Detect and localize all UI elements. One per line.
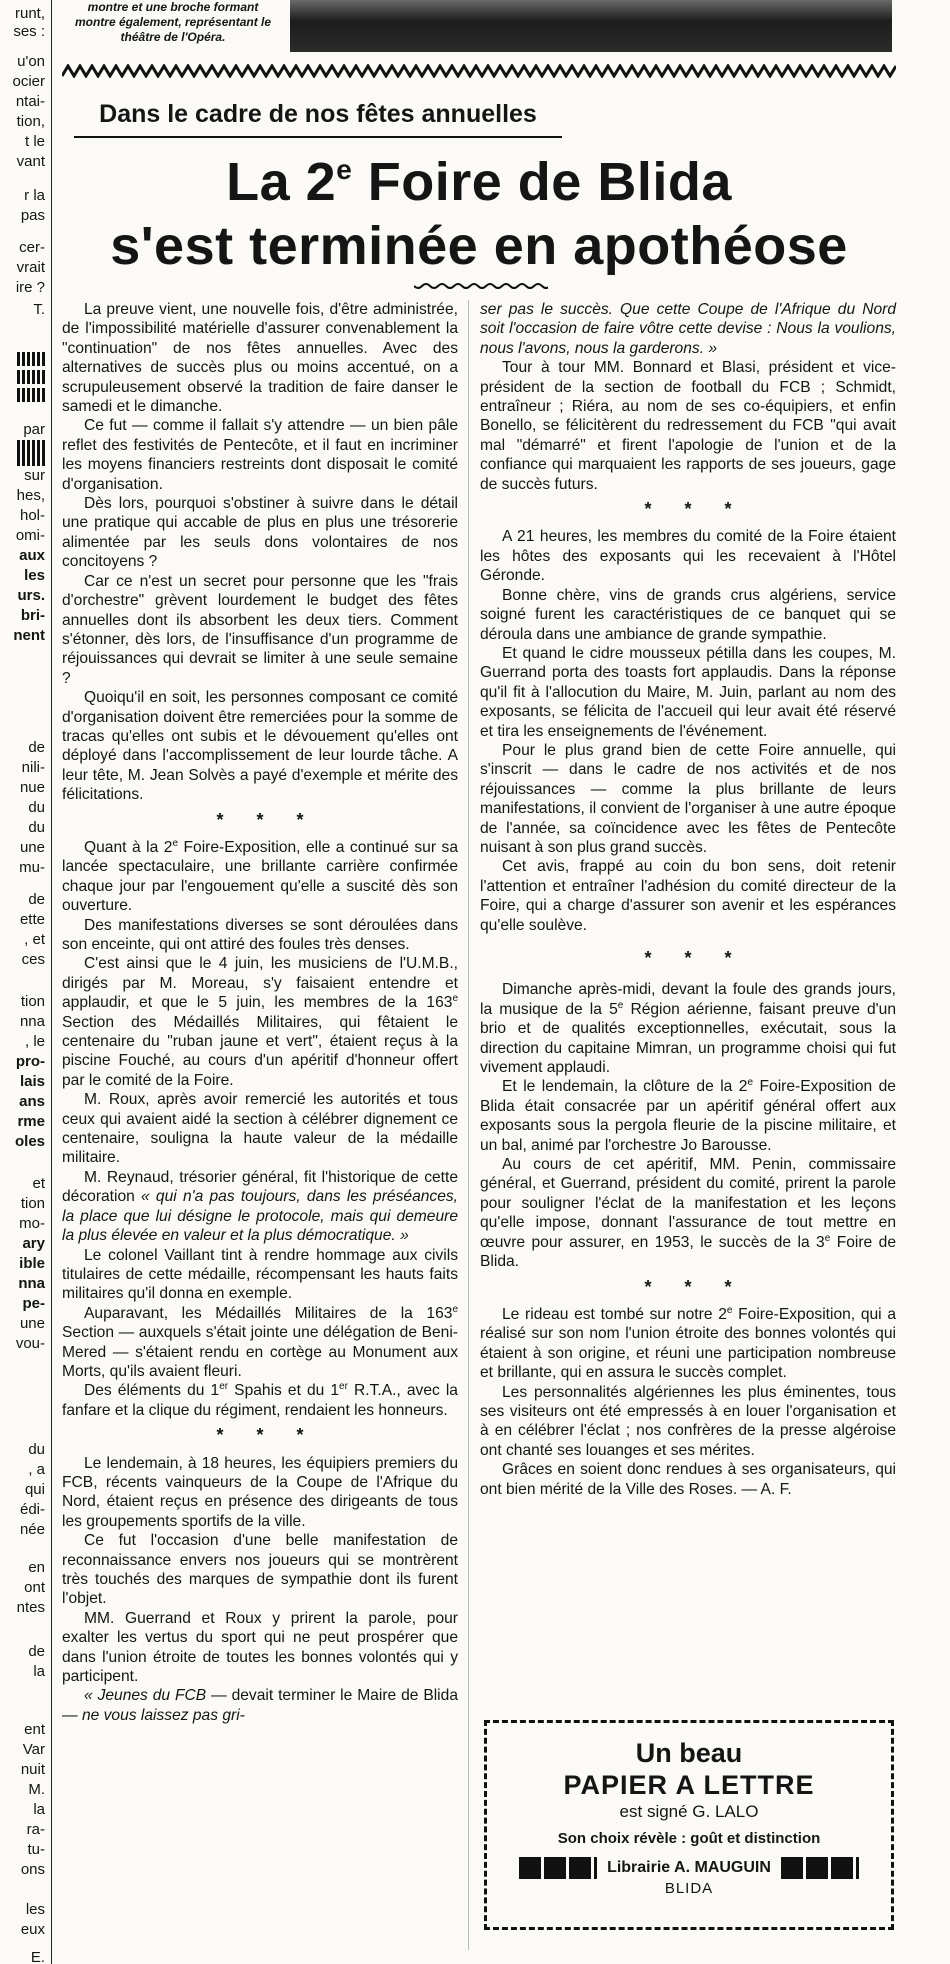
paragraph: Dimanche après-midi, devant la foule des grands jours, la musique de la 5e Région aérienne, faisant preuve d'un brio et de qualités exceptionnelles, exécutait, sous la direction du capitaine Mimran, un programme choisi qui fut vivement applaudi. [480,981,897,1077]
ad-line-2: PAPIER A LETTRE [563,1770,815,1800]
margin-fragment: omi- [15,527,45,544]
margin-fragment: pas [20,207,45,224]
margin-fragment: pro- [15,1053,45,1070]
margin-fragment: ons [20,1861,45,1878]
paragraph: Au cours de cet apéritif, MM. Penin, commissaire général, et Guerrand, président du comité, prirent la parole pour souligner l'éclat de la manifestation et les leçons qu'elle impose, donnant l'assurance de tout mettre en œuvre pour assurer, en 1953, le succès de la 3e Foire de Blida. [480,1156,896,1271]
margin-fragment: ra- [26,1821,45,1838]
paragraph: ser pas le succès. Que cette Coupe de l'Afrique du Nord soit l'occasion de faire vôtre cette devise : Nous la voulions, nous l'avons, nous la garderons. » [480,301,896,357]
margin-fragment: urs. [17,587,45,604]
paragraph: Cet avis, frappé au coin du bon sens, doit retenir l'attention et entraîner l'adhésion du comité directeur de la Foire, qui a charge d'assurer son avenir et les espérances qu'elle soulève. [480,858,896,934]
paragraph: Et quand le cidre mousseux pétilla dans les coupes, M. Guerrand porta des toasts fort applaudis. Dans la réponse qu'il fit à l'allocution du Maire, M. Juin, parlant au nom des exposants, se félicita de l'accueil qui leur avait été réservé et tira les enseignements de l'événement. [480,644,896,740]
section-separator: * * * [644,948,746,968]
margin-fragment: les [24,567,45,584]
paragraph: Ce fut — comme il fallait s'y attendre — un bien pâle reflet des festivités de Pentecôte, et il faut en incriminer les moyens financiers restreints dont disposait le comité d'organisation. [62,417,458,493]
margin-fragment: la [33,1801,45,1818]
paragraph: « Jeunes du FCB — devait terminer le Maire de Blida — ne vous laissez pas gri- [62,1687,458,1724]
margin-fragment: cer- [19,239,45,256]
margin-fragment: mu- [19,859,45,876]
margin-fragment: T. [33,301,45,318]
paragraph: Car ce n'est un secret pour personne que les "frais d'orchestre" grèvent lourdement le budget des fêtes annuelles dont ils absorbent les deux tiers. Comment s'étonner, dès lors, de l'insuffisance d'un programme de réjouissances qui devrait se limiter à une seule semaine ? [62,572,458,687]
margin-fragment: E. [30,1949,45,1964]
margin-fragment: édi- [19,1501,45,1518]
margin-bar [17,388,47,402]
photo-fragment [290,0,892,52]
headline [62,150,896,278]
advertisement-box [484,1720,894,1930]
column-rule [468,300,469,1950]
margin-fragment: ocier [12,73,45,90]
margin-fragment: vrait [16,259,45,276]
margin-fragment: bri- [20,607,45,624]
cropped-left-column [0,0,52,1964]
margin-fragment: tion, [16,113,45,130]
margin-fragment: vou- [15,1335,45,1352]
margin-fragment: et [32,1175,45,1192]
margin-fragment: nue [19,779,45,796]
article-column-right [480,300,896,1499]
margin-fragment: qui [24,1481,45,1498]
margin-fragment: hol- [19,507,45,524]
margin-fragment: t le [24,133,45,150]
paragraph: Bonne chère, vins de grands crus algériens, service soigné furent les caractéristiques de ce banquet qui se déroula dans une ambiance de grande sympathie. [480,586,896,643]
margin-fragment: tion [20,1195,45,1212]
margin-fragment: nna [19,1013,45,1030]
margin-fragment: tion [20,993,45,1010]
paragraph: A 21 heures, les membres du comité de la Foire étaient les hôtes des exposants qui les recevaient à l'Hôtel Géronde. [480,528,896,585]
margin-fragment: de [28,739,45,756]
decorative-block [781,1857,859,1879]
margin-fragment: une [19,839,45,856]
margin-fragment: ans [19,1093,45,1110]
wavy-ornament [414,282,548,290]
margin-fragment: du [28,799,45,816]
kicker-heading: Dans le cadre de nos fêtes annuelles [74,96,562,138]
margin-fragment: , a [28,1461,45,1478]
margin-fragment: aux [19,547,45,564]
margin-fragment: née [19,1521,45,1538]
margin-fragment: , le [24,1033,45,1050]
margin-fragment: Var [22,1741,45,1758]
margin-fragment: rme [17,1113,45,1130]
paragraph: La preuve vient, une nouvelle fois, d'être administrée, de l'impossibilité matérielle d'assurer convenablement la "continuation" de nos fêtes annuelles. Avec des alternatives de succès plus ou moins accentué, on a scrupuleusement observé la tradition de faire danser le samedi et le dimanche. [62,301,458,416]
margin-fragment: nili- [21,759,45,776]
margin-fragment: ntai- [15,93,45,110]
margin-fragment: ses : [13,23,45,40]
margin-fragment: ont [24,1579,45,1596]
paragraph: Pour le plus grand bien de cette Foire annuelle, qui s'inscrit — dans le cadre de nos activités et de nos réjouissances — comme la plus brillante de leurs manifestations, il convient de l'organiser à une autre époque de l'année, sa coïncidence avec les fêtes de Pentecôte nuisant à son plus grand succès. [480,741,896,856]
paragraph: Le lendemain, à 18 heures, les équipiers premiers du FCB, récents vainqueurs de la Coupe de l'Afrique du Nord, étaient reçus en présence des dirigeants de tous les groupements sportifs de la ville. [62,1454,458,1530]
margin-fragment: du [28,819,45,836]
paragraph: Des manifestations diverses se sont déroulées dans son enceinte, qui ont attiré des foules très denses. [62,916,458,953]
margin-fragment: en [28,1559,45,1576]
paragraph: Et le lendemain, la clôture de la 2e Foire-Exposition de Blida était consacrée par un apéritif général offert aux exposants sous la pergola fleurie de la piscine militaire, et un bal, animé par l'orchestre Jo Barousse. [480,1077,896,1154]
margin-fragment: de [28,891,45,908]
ad-shop-row [487,1857,891,1879]
margin-fragment: runt, [14,5,45,22]
ad-line-1: Un beau [635,1738,743,1768]
section-separator: * * * [216,1425,318,1446]
paragraph: Quant à la 2e Foire-Exposition, elle a continué sur sa lancée spectaculaire, une brillante carrière confirmée chaque jour par l'engouement qu'elle a suscité dès son ouverture. [62,837,459,915]
ad-shop-name: Librairie A. MAUGUIN [607,1859,771,1876]
margin-fragment: ary [22,1235,45,1252]
margin-fragment: les [25,1901,45,1918]
margin-fragment: ent [24,1721,45,1738]
paragraph: Le rideau est tombé sur notre 2e Foire-Exposition, qui a réalisé sur son nom l'union étroite des bonnes volontés qui étaient à son origine, et réuni une participation nombreuse et brillante, qui en assura le succès complet. [480,1304,896,1382]
margin-fragment: sur [24,467,45,484]
headline-line1: La 2e Foire de Blida [226,152,732,212]
margin-fragment: nuit [20,1761,45,1778]
margin-fragment: une [19,1315,45,1332]
headline-line2: s'est terminée en apothéose [110,216,848,276]
ad-city: BLIDA [664,1880,714,1897]
paragraph: M. Reynaud, trésorier général, fit l'historique de cette décoration « qui n'a pas toujours, dans les préséances, la place que lui désigne le protocole, mais qui demeure la plus élevée en valeur et la plus démocratique. » [62,1168,459,1245]
ad-line-3: est signé G. LALO [619,1802,759,1821]
margin-fragment: la [33,1663,45,1680]
margin-fragment: ces [21,951,45,968]
margin-fragment: nna [18,1275,45,1292]
margin-fragment: vant [16,153,45,170]
section-separator: * * * [644,1276,746,1297]
ad-line-4: Son choix révèle : goût et distinction [557,1830,821,1847]
paragraph: Le colonel Vaillant tint à rendre hommage aux civils titulaires de cette médaille, récompensant les hauts faits militaires qu'il donna en exemple. [62,1246,458,1303]
paragraph: Tour à tour MM. Bonnard et Blasi, président et vice-président de la section de football du FCB ; Schmidt, entraîneur ; Riéra, au nom de ses co-équipiers, et enfin Bonello, se félicitèrent du redressement du FCB "qui avait mal "démarré" et firent l'apologie de l'union et de la confiance qui marquaient les rapports de ses joueurs, gage de succès futurs. [480,359,896,493]
paragraph: Ce fut l'occasion d'une belle manifestation de reconnaissance envers nos joueurs qui se montrèrent très touchés des marques de sympathie dont ils furent l'objet. [62,1532,458,1608]
article-column-left [62,300,458,1725]
margin-fragment: u'on [17,53,45,70]
margin-fragment: ntes [16,1599,45,1616]
zigzag-divider [62,64,896,78]
margin-fragment: du [28,1441,45,1458]
margin-fragment: eux [20,1921,45,1938]
paragraph: C'est ainsi que le 4 juin, les musiciens de l'U.M.B., dirigés par M. Moreau, s'y faisaient entendre et applaudir, et que le 5 juin, les membres de la 163e Section des Médaillés Militaires, qui fêtaient le centenaire du "ruban jaune et vert", étaient reçus à la piscine Fouché, au cours d'un apéritif d'honneur offert par le comité de la Foire. [62,955,458,1089]
margin-fragment: pe- [22,1295,45,1312]
margin-fragment: ette [19,911,45,928]
margin-fragment: , et [24,931,45,948]
margin-fragment: ire ? [15,279,45,296]
paragraph: MM. Guerrand et Roux y prirent la parole, pour exalter les vertus du sport qui ne peut prospérer que dans l'union étroite de toutes les bonnes volontés qui y participent. [62,1609,458,1686]
section-separator: * * * [644,499,746,520]
margin-fragment: mo- [19,1215,45,1232]
margin-fragment: tu- [27,1841,45,1858]
decorative-block [519,1857,597,1879]
margin-bar [17,452,47,466]
paragraph: Grâces en soient donc rendues à ses organisateurs, qui ont bien mérité de la Ville des Roses. — A. F. [480,1461,896,1498]
margin-fragment: ible [19,1255,45,1272]
paragraph: Quoiqu'il en soit, les personnes composant ce comité d'organisation doivent être remerciées pour la somme de tracas qu'elles ont subis et le dévouement qu'elles ont déployé dans l'accomplissement de leur lourde tâche. A leur tête, M. Jean Solvès a payé d'exemple et mérite des félicitations. [62,689,458,804]
margin-fragment: de [28,1643,45,1660]
paragraph: M. Roux, après avoir remercié les autorités et tous ceux qui avaient aidé la section à célébrer dignement ce centenaire, souligna la haute valeur de la médaille militaire. [62,1091,458,1167]
margin-fragment: par [23,421,45,438]
paragraph: Auparavant, les Médaillés Militaires de la 163e Section — auxquels s'était jointe une délégation de Beni-Mered — s'étaient rendu en cortège au Monument aux Morts, qu'ils avaient fleuri. [62,1303,458,1380]
margin-bar [17,370,47,384]
margin-bar [17,352,47,366]
margin-fragment: hes, [16,487,45,504]
paragraph: Les personnalités algériennes les plus éminentes, tous ses visiteurs ont été empressés à en louer l'organisation et à en célébrer l'éclat ; nos confrères de la presse algéroise ont chanté ses louanges et ses mérites. [480,1383,896,1459]
paragraph: Des éléments du 1er Spahis et du 1er R.T.A., avec la fanfare et la clique du régiment, rendaient les honneurs. [62,1381,458,1419]
paragraph: Dès lors, pourquoi s'obstiner à suivre dans le détail une pratique qui accable de plus en plus une trésorerie alimentée par les seuls dons volontaires de nos concitoyens ? [62,495,458,571]
margin-fragment: lais [19,1073,45,1090]
margin-fragment: M. [28,1781,45,1798]
margin-fragment: nent [13,627,45,644]
section-separator: * * * [216,809,318,830]
margin-fragment: oles [14,1133,45,1150]
margin-fragment: r la [24,187,45,204]
photo-caption: montre et une broche formant montre également, représentant le théâtre de l'Opéra. [74,0,272,44]
